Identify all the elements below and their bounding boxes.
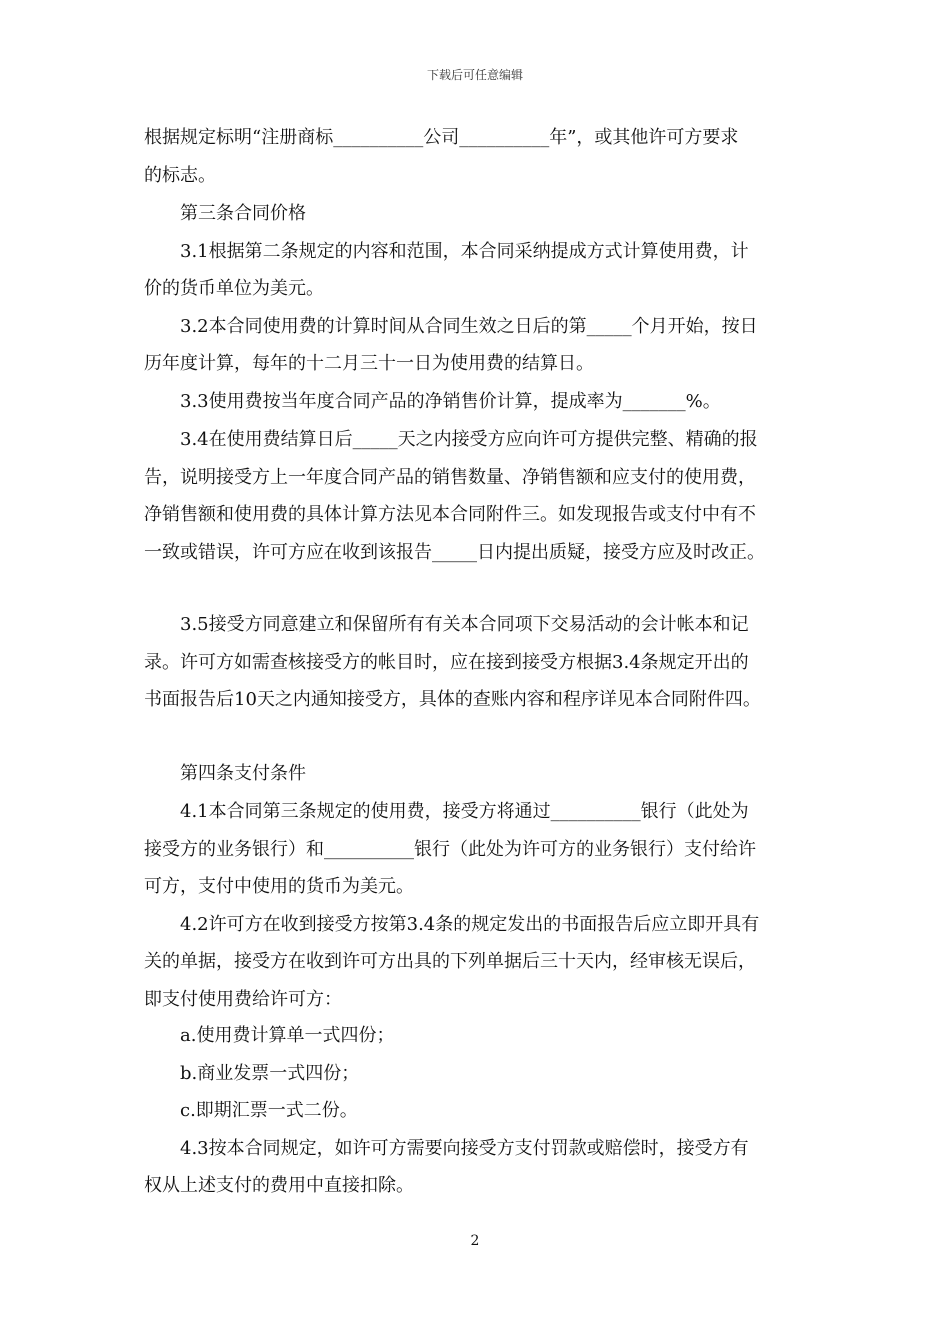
- text-line: 价的货币单位为美元。: [144, 278, 324, 299]
- text-line: 关的单据，接受方在收到许可方出具的下列单据后三十天内，经审核无误后，: [144, 951, 756, 972]
- section-heading: 第四条支付条件: [180, 763, 306, 784]
- page-header: 下载后可任意编辑: [426, 68, 523, 82]
- list-item: c.即期汇票一式二份。: [180, 1100, 358, 1121]
- text-line: 4.1本合同第三条规定的使用费，接受方将通过__________银行（此处为: [180, 801, 749, 822]
- text-line: 3.1根据第二条规定的内容和范围，本合同采纳提成方式计算使用费，计: [180, 241, 749, 262]
- text-line: 3.5接受方同意建立和保留所有有关本合同项下交易活动的会计帐本和记: [180, 614, 749, 635]
- text-line: 一致或错误，许可方应在收到该报告_____日内提出质疑，接受方应及时改正。: [144, 542, 765, 563]
- text-line: 3.2本合同使用费的计算时间从合同生效之日后的第_____个月开始，按日: [180, 316, 758, 337]
- text-line: 4.2许可方在收到接受方按第3.4条的规定发出的书面报告后应立即开具有: [180, 914, 760, 935]
- text-line: 书面报告后10天之内通知接受方，具体的查账内容和程序详见本合同附件四。: [144, 689, 761, 710]
- text-line: 可方，支付中使用的货币为美元。: [144, 876, 414, 897]
- list-item: a.使用费计算单一式四份；: [180, 1025, 395, 1046]
- text-line: 即支付使用费给许可方：: [144, 989, 342, 1010]
- text-line: 的标志。: [144, 165, 216, 186]
- text-line: 根据规定标明“注册商标__________公司__________年”，或其他许可方要求: [144, 127, 739, 148]
- text-line: 告，说明接受方上一年度合同产品的销售数量、净销售额和应支付的使用费，: [144, 467, 756, 488]
- text-line: 3.3使用费按当年度合同产品的净销售价计算，提成率为_______%。: [180, 391, 721, 412]
- text-line: 历年度计算，每年的十二月三十一日为使用费的结算日。: [144, 353, 594, 374]
- text-line: 3.4在使用费结算日后_____天之内接受方应向许可方提供完整、精确的报: [180, 429, 758, 450]
- page-number: 2: [470, 1233, 480, 1249]
- text-line: 4.3按本合同规定，如许可方需要向接受方支付罚款或赔偿时，接受方有: [180, 1138, 749, 1159]
- text-line: 录。许可方如需查核接受方的帐目时，应在接到接受方根据3.4条规定开出的: [144, 652, 749, 673]
- text-line: 净销售额和使用费的具体计算方法见本合同附件三。如发现报告或支付中有不: [144, 504, 756, 525]
- text-line: 权从上述支付的费用中直接扣除。: [144, 1175, 414, 1196]
- list-item: b.商业发票一式四份；: [180, 1063, 360, 1084]
- section-heading: 第三条合同价格: [180, 203, 306, 224]
- text-line: 接受方的业务银行）和__________银行（此处为许可方的业务银行）支付给许: [144, 839, 756, 860]
